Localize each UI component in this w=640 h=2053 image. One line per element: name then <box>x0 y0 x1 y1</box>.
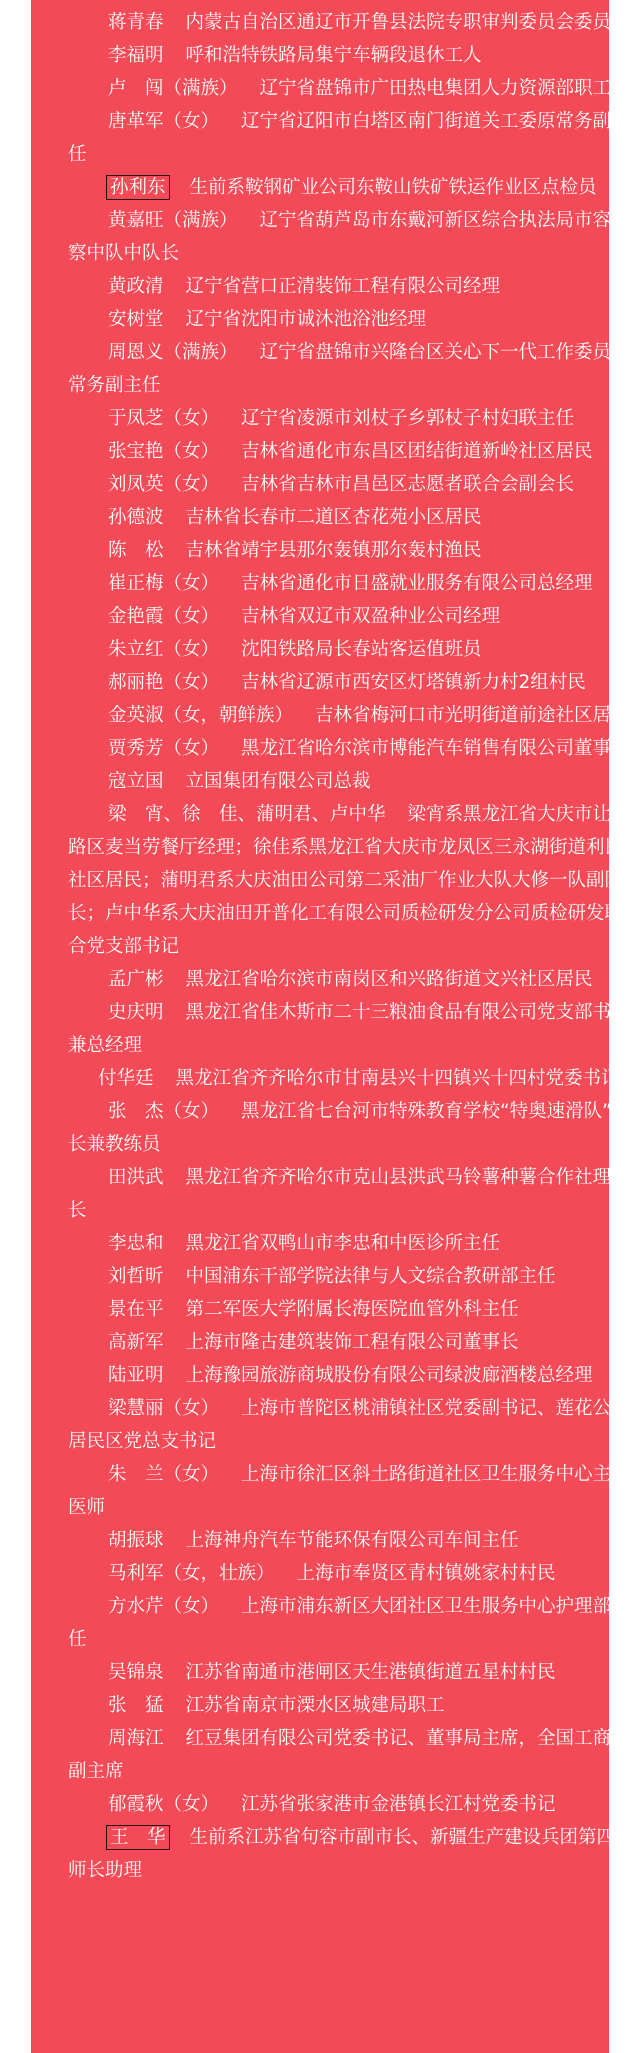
honoree-name: 景在平 <box>108 1299 164 1320</box>
list-item <box>68 1821 636 1887</box>
honoree-description: 吉林省辽源市西安区灯塔镇新力村2组村民 <box>241 672 586 693</box>
honoree-name: 高新军 <box>108 1332 164 1353</box>
honoree-name: 田洪武 <box>108 1167 164 1188</box>
honoree-description: 黑龙江省哈尔滨市南岗区和兴路街道文兴社区居民 <box>185 969 593 990</box>
honoree-name: 刘凤英（女） <box>108 474 220 495</box>
honoree-name: 卢 闯（满族） <box>108 78 238 99</box>
list-item <box>68 1359 636 1392</box>
honoree-description: 中国浦东干部学院法律与人文综合教研部主任 <box>185 1266 556 1287</box>
honoree-description: 吉林省双辽市双盈种业公司经理 <box>241 606 501 627</box>
honoree-description: 第二军医大学附属长海医院血管外科主任 <box>185 1299 519 1320</box>
honoree-description: 吉林省吉林市昌邑区志愿者联合会副会长 <box>241 474 575 495</box>
honoree-description: 吉林省通化市东昌区团结街道新岭社区居民 <box>241 441 593 462</box>
list-item <box>68 435 636 468</box>
honoree-name: 付华廷 <box>98 1068 154 1089</box>
honoree-description: 辽宁省沈阳市诚沐池浴池经理 <box>185 309 427 330</box>
list-item <box>68 732 636 765</box>
honoree-name: 吴锦泉 <box>108 1662 164 1683</box>
list-item <box>68 600 636 633</box>
honoree-name: 周恩义（满族） <box>108 342 238 363</box>
honoree-description: 黑龙江省哈尔滨市博能汽车销售有限公司董事长 <box>241 738 630 759</box>
honoree-description: 吉林省靖宇县那尔轰镇那尔轰村渔民 <box>185 540 482 561</box>
honoree-description: 黑龙江省双鸭山市李忠和中医诊所主任 <box>185 1233 501 1254</box>
honoree-list <box>68 6 636 1887</box>
honoree-name: 陆亚明 <box>108 1365 164 1386</box>
honoree-description: 吉林省长春市二道区杏花苑小区居民 <box>185 507 482 528</box>
honoree-name: 于凤芝（女） <box>108 408 220 429</box>
honoree-name: 张 猛 <box>108 1695 164 1716</box>
honoree-name: 孙德波 <box>108 507 164 528</box>
honoree-description: 黑龙江省佳木斯市二十三粮油食品有限公司党支部书记兼总经理 <box>68 1002 630 1056</box>
list-item <box>68 270 636 303</box>
list-item <box>68 798 636 963</box>
list-item <box>68 1161 636 1227</box>
honoree-name: 梁慧丽（女） <box>108 1398 220 1419</box>
honoree-name: 马利军（女，壮族） <box>108 1563 275 1584</box>
honoree-description: 立国集团有限公司总裁 <box>185 771 371 792</box>
list-item <box>68 1095 636 1161</box>
honoree-name: 陈 松 <box>108 540 164 561</box>
honoree-description: 黑龙江省齐齐哈尔市克山县洪武马铃薯种薯合作社理事长 <box>68 1167 630 1221</box>
list-item <box>68 1722 636 1788</box>
list-item <box>68 1788 636 1821</box>
honoree-name: 朱立红（女） <box>108 639 220 660</box>
honoree-name: 张 杰（女） <box>108 1101 220 1122</box>
list-item <box>68 6 636 39</box>
honoree-name: 朱 兰（女） <box>108 1464 220 1485</box>
honoree-description: 吉林省梅河口市光明街道前途社区居民 <box>315 705 630 726</box>
list-item <box>68 1557 636 1590</box>
honoree-description: 梁宵系黑龙江省大庆市让胡路区麦当劳餐厅经理；徐佳系黑龙江省大庆市龙凤区三永湖街道利民社区居民；蒲明君系大庆油田公司第二采油厂作业大队大修一队副队长；卢中华系大庆油田开普化工有限公司质检研发分公司质检研发联合党支部书记 <box>68 804 630 957</box>
list-item <box>68 204 636 270</box>
honoree-name: 李忠和 <box>108 1233 164 1254</box>
list-item <box>68 534 636 567</box>
list-item <box>68 336 636 402</box>
honoree-description: 江苏省南通市港闸区天生港镇街道五星村村民 <box>185 1662 556 1683</box>
honoree-description: 辽宁省盘锦市兴隆台区关心下一代工作委员会常务副主任 <box>68 342 630 396</box>
honoree-description: 黑龙江省齐齐哈尔市甘南县兴十四镇兴十四村党委书记 <box>175 1068 620 1089</box>
honoree-description: 上海豫园旅游商城股份有限公司绿波廊酒楼总经理 <box>185 1365 593 1386</box>
honoree-name: 史庆明 <box>108 1002 164 1023</box>
honoree-name: 金艳霞（女） <box>108 606 220 627</box>
honoree-name: 王 华 <box>110 1827 166 1848</box>
list-item <box>68 1392 636 1458</box>
list-item <box>68 1293 636 1326</box>
list-item <box>68 1656 636 1689</box>
list-item <box>68 633 636 666</box>
list-item <box>68 402 636 435</box>
honoree-name: 黄嘉旺（满族） <box>108 210 238 231</box>
list-item <box>68 1689 636 1722</box>
honoree-description: 黑龙江省七台河市特殊教育学校“特奥速滑队”队长兼教练员 <box>68 1101 631 1155</box>
honoree-description: 呼和浩特铁路局集宁车辆段退休工人 <box>185 45 482 66</box>
list-item <box>68 765 636 798</box>
list-item <box>68 105 636 171</box>
list-item <box>68 72 636 105</box>
list-item <box>68 39 636 72</box>
honoree-name: 方水芹（女） <box>108 1596 220 1617</box>
honoree-description: 上海市徐汇区斜土路街道社区卫生服务中心主任医师 <box>68 1464 630 1518</box>
list-item <box>68 1590 636 1656</box>
list-item <box>68 996 636 1062</box>
honoree-description: 辽宁省营口正清装饰工程有限公司经理 <box>185 276 501 297</box>
honoree-name: 贾秀芳（女） <box>108 738 220 759</box>
honoree-description: 红豆集团有限公司党委书记、董事局主席，全国工商联副主席 <box>68 1728 630 1782</box>
list-item <box>68 1062 636 1095</box>
honoree-description: 江苏省张家港市金港镇长江村党委书记 <box>241 1794 556 1815</box>
honoree-description: 上海神舟汽车节能环保有限公司车间主任 <box>185 1530 519 1551</box>
honoree-name: 梁 宵、徐 佳、蒲明君、卢中华 <box>108 804 386 825</box>
honoree-name: 刘哲昕 <box>108 1266 164 1287</box>
honoree-description: 上海市隆古建筑装饰工程有限公司董事长 <box>185 1332 519 1353</box>
honoree-name: 金英淑（女，朝鲜族） <box>108 705 294 726</box>
honoree-name: 孙利东 <box>110 177 166 198</box>
list-item <box>68 1458 636 1524</box>
honoree-name: 孟广彬 <box>108 969 164 990</box>
honoree-name: 张宝艳（女） <box>108 441 220 462</box>
honoree-name: 蒋青春 <box>108 12 164 33</box>
honoree-name: 周海江 <box>108 1728 164 1749</box>
list-item <box>68 1227 636 1260</box>
honoree-description: 江苏省南京市溧水区城建局职工 <box>185 1695 445 1716</box>
honoree-name: 胡振球 <box>108 1530 164 1551</box>
honoree-description: 辽宁省葫芦岛市东戴河新区综合执法局市容监察中队中队长 <box>68 210 630 264</box>
content-panel <box>31 0 634 2053</box>
list-item <box>68 963 636 996</box>
honoree-name: 唐革军（女） <box>108 111 220 132</box>
honoree-description: 上海市奉贤区青村镇姚家村村民 <box>296 1563 556 1584</box>
list-item <box>68 468 636 501</box>
honoree-name: 黄政清 <box>108 276 164 297</box>
honoree-description: 辽宁省凌源市刘杖子乡郭杖子村妇联主任 <box>241 408 575 429</box>
honoree-name: 崔正梅（女） <box>108 573 220 594</box>
list-item <box>68 666 636 699</box>
honoree-description: 内蒙古自治区通辽市开鲁县法院专职审判委员会委员 <box>185 12 612 33</box>
honoree-name: 李福明 <box>108 45 164 66</box>
honoree-description: 沈阳铁路局长春站客运值班员 <box>241 639 482 660</box>
list-item <box>68 1260 636 1293</box>
list-item <box>68 1524 636 1557</box>
honoree-description: 上海市浦东新区大团社区卫生服务中心护理部主任 <box>68 1596 630 1650</box>
honoree-description: 生前系鞍钢矿业公司东鞍山铁矿铁运作业区点检员 <box>189 177 597 198</box>
honoree-description: 辽宁省盘锦市广田热电集团人力资源部职工 <box>259 78 612 99</box>
honoree-name: 郝丽艳（女） <box>108 672 220 693</box>
honoree-description: 辽宁省辽阳市白塔区南门街道关工委原常务副主任 <box>68 111 630 165</box>
list-item <box>68 567 636 600</box>
list-item <box>68 699 636 732</box>
honoree-name: 安树堂 <box>108 309 164 330</box>
honoree-description: 吉林省通化市日盛就业服务有限公司总经理 <box>241 573 593 594</box>
list-item <box>68 501 636 534</box>
honoree-name: 郁霞秋（女） <box>108 1794 220 1815</box>
list-item <box>68 303 636 336</box>
honoree-name: 寇立国 <box>108 771 164 792</box>
honoree-description: 上海市普陀区桃浦镇社区党委副书记、莲花公寓居民区党总支书记 <box>68 1398 630 1452</box>
honoree-description: 生前系江苏省句容市副市长、新疆生产建设兵团第四师师长助理 <box>68 1827 634 1881</box>
list-item <box>68 171 636 204</box>
list-item <box>68 1326 636 1359</box>
